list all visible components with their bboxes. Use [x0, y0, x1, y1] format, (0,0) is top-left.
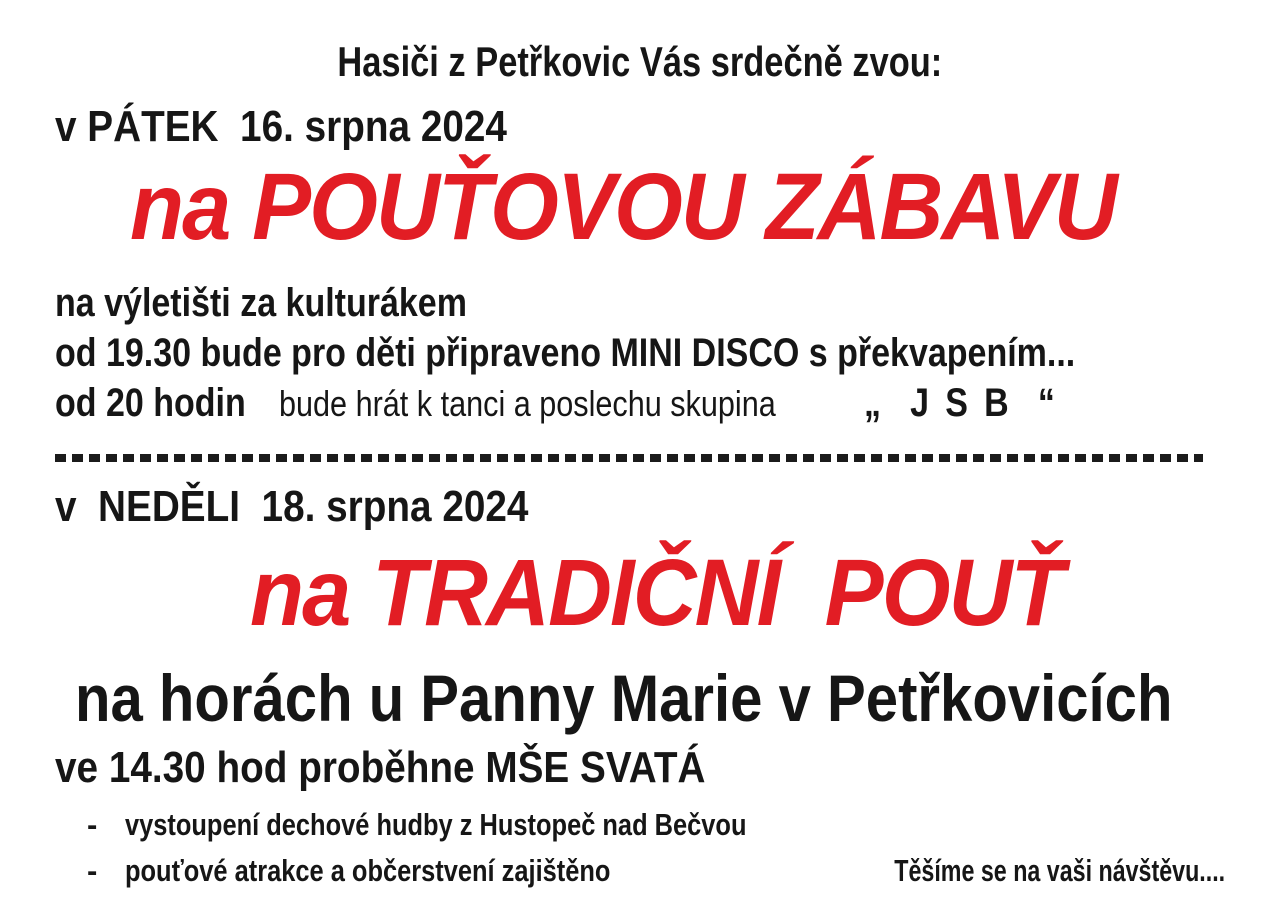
sunday-location-row — [75, 660, 1225, 735]
friday-date: v PÁTEK 16. srpna 2024 — [55, 102, 507, 152]
bullet-dash: - — [87, 853, 98, 889]
bullet-text: pouťové atrakce a občerstvení zajištěno — [125, 853, 611, 889]
sunday-mass-row — [55, 745, 1225, 791]
sunday-mass: ve 14.30 hod proběhne MŠE SVATÁ — [55, 743, 706, 793]
sunday-title-row — [250, 540, 1225, 647]
friday-kids-line: od 19.30 bude pro děti připraveno MINI DISCO s překvapením... — [55, 331, 1076, 376]
sunday-date-row — [55, 484, 1225, 530]
friday-band-time: od 20 hodin — [55, 381, 246, 426]
bullet-and-closing-row — [55, 853, 1225, 889]
friday-title: na POUŤOVOU ZÁBAVU — [130, 154, 1116, 261]
friday-band-name: „ J S B “ — [863, 381, 1059, 426]
closing-note: Těšíme se na vaši návštěvu.... — [894, 853, 1225, 889]
divider-row — [55, 454, 1225, 462]
sunday-date: v NEDĚLI 18. srpna 2024 — [55, 482, 529, 532]
bullet-item — [87, 853, 717, 889]
dashed-divider — [55, 454, 1203, 462]
friday-kids-row — [55, 332, 1225, 374]
friday-date-row — [55, 104, 1225, 150]
sunday-location: na horách u Panny Marie v Petřkovicích — [75, 660, 1173, 735]
sunday-title: na TRADIČNÍ POUŤ — [250, 540, 1063, 647]
bullet-item — [87, 807, 1225, 843]
friday-title-row — [130, 154, 1225, 261]
poster-header-row — [55, 40, 1225, 84]
bullet-text: vystoupení dechové hudby z Hustopeč nad Bečvou — [125, 807, 747, 843]
bullet-dash: - — [87, 807, 98, 843]
friday-band-row — [55, 382, 1225, 424]
poster-header: Hasiči z Petřkovic Vás srdečně zvou: — [337, 38, 943, 85]
friday-band-text: bude hrát k tanci a poslechu skupina — [279, 383, 777, 425]
friday-venue: na výletišti za kulturákem — [55, 281, 467, 326]
friday-venue-row — [55, 282, 1225, 324]
